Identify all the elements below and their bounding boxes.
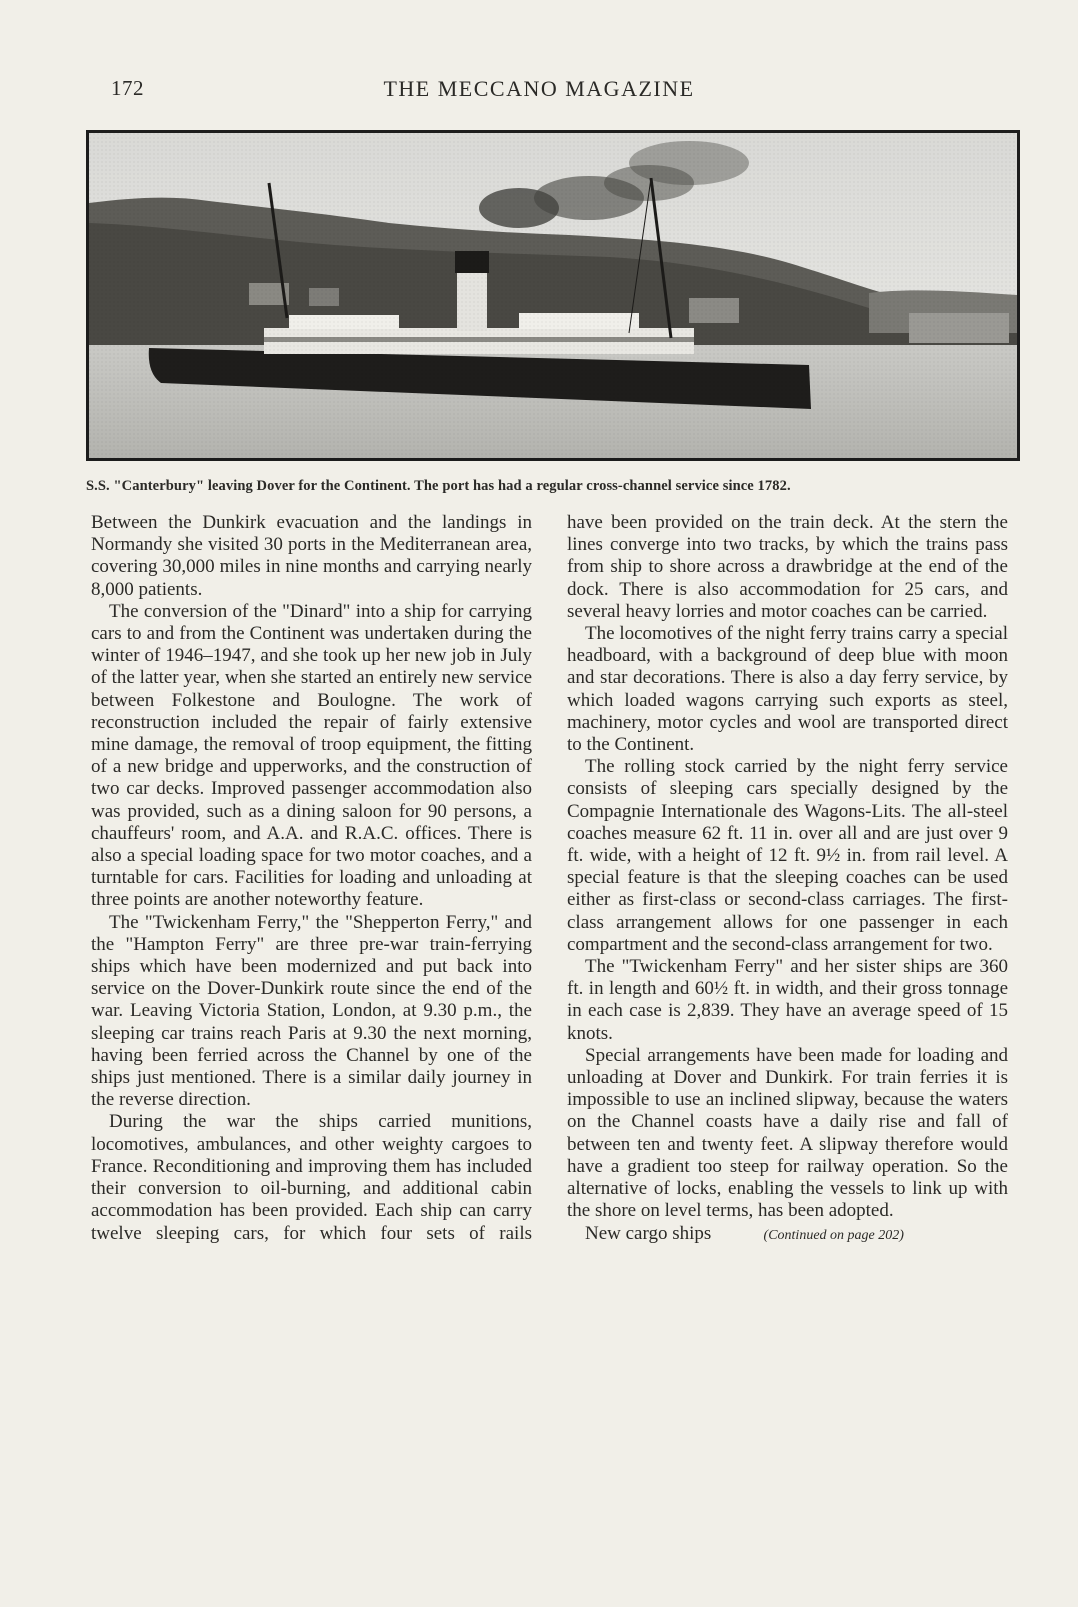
paragraph-text: New cargo ships <box>585 1222 712 1244</box>
ship-photograph <box>86 130 1020 461</box>
paragraph: The "Twickenham Ferry," the "Shepperton Ferry," and the "Hampton Ferry" are three pre-war train-ferrying ships which have been modernized and put back into service on the Dover-Dunkirk route since the end of the war. Leaving Victoria Station, London, at 9.30 p.m., the sleeping car trains reach Paris at 9.30 the next morning, having been ferried across the Channel by one of the ships just mentioned. There is a similar daily journey in the reverse direction. <box>91 911 532 1111</box>
paragraph: Between the Dunkirk evacuation and the landings in Normandy she visited 30 ports in the Mediterranean area, covering 30,000 miles in nine months and carrying nearly 8,000 patients. <box>91 512 532 600</box>
right-column <box>567 512 1008 1247</box>
paragraph: have been provided on the train deck. At the stern the lines converge into two tracks, by which the trains pass from ship to shore across a drawbridge at the end of the dock. There is also accommodation for 25 cars, and several heavy lorries and motor coaches can be carried. <box>567 512 1008 622</box>
continued-note: (Continued on page 202) <box>763 1227 904 1243</box>
paragraph: The conversion of the "Dinard" into a ship for carrying cars to and from the Continent was undertaken during the winter of 1946–1947, and she took up her new job in July of the latter year, when she started an entirely new service between Folkestone and Boulogne. The work of reconstruction included the repair of fairly extensive mine damage, the removal of troop equipment, the fitting of a new bridge and upperworks, and the construction of two car decks. Improved passenger accommodation also was provided, such as a dining saloon for 90 persons, a chauffeurs' room, and A.A. and R.A.C. offices. There is also a special loading space for two motor coaches, and a turntable for cars. Facilities for loading and unloading at three points are another noteworthy feature. <box>91 600 532 911</box>
page-number: 172 <box>111 76 144 100</box>
paragraph: The rolling stock carried by the night ferry service consists of sleeping cars specially designed by the Compagnie Internationale des Wagons-Lits. The all-steel coaches measure 62 ft. 11 in. over all and are just over 9 ft. wide, with a height of 12 ft. 9½ in. from rail level. A special feature is that the sleeping coaches can be used either as first-class or second-class carriages. The first-class arrangement allows for one passenger in each compartment and the second-class arrangement for two. <box>567 756 1008 955</box>
final-paragraph <box>567 1223 1008 1247</box>
paragraph: Special arrangements have been made for loading and unloading at Dover and Dunkirk. For train ferries it is impossible to use an inclined slipway, because the waters on the Channel coasts have a daily rise and fall of between ten and twenty feet. A slipway therefore would have a gradient too steep for railway operation. So the alternative of locks, enabling the vessels to link up with the shore on level terms, has been adopted. <box>567 1044 1008 1222</box>
magazine-title: THE MECCANO MAGAZINE <box>383 76 695 101</box>
paragraph: The "Twickenham Ferry" and her sister ships are 360 ft. in length and 60½ ft. in width, and their gross tonnage in each case is 2,839. They have an average speed of 15 knots. <box>567 956 1008 1044</box>
paragraph: During the war the ships carried munitions, locomotives, ambulances, and other weighty cargoes to France. Reconditioning and improving them has included their conversion to oil-burning, and additional cabin accommodation has been provided. Each ship can carry twelve sleeping cars, for which four sets of rails <box>91 1111 532 1244</box>
paragraph: The locomotives of the night ferry trains carry a special headboard, with a background of deep blue with moon and star decorations. There is also a day ferry service, by which loaded wagons carrying such exports as steel, machinery, motor cycles and wool are transported direct to the Continent. <box>567 623 1008 756</box>
left-column <box>91 512 532 1245</box>
photo-caption: S.S. "Canterbury" leaving Dover for the Continent. The port has had a regular cross-channel service since 1782. <box>86 478 791 494</box>
